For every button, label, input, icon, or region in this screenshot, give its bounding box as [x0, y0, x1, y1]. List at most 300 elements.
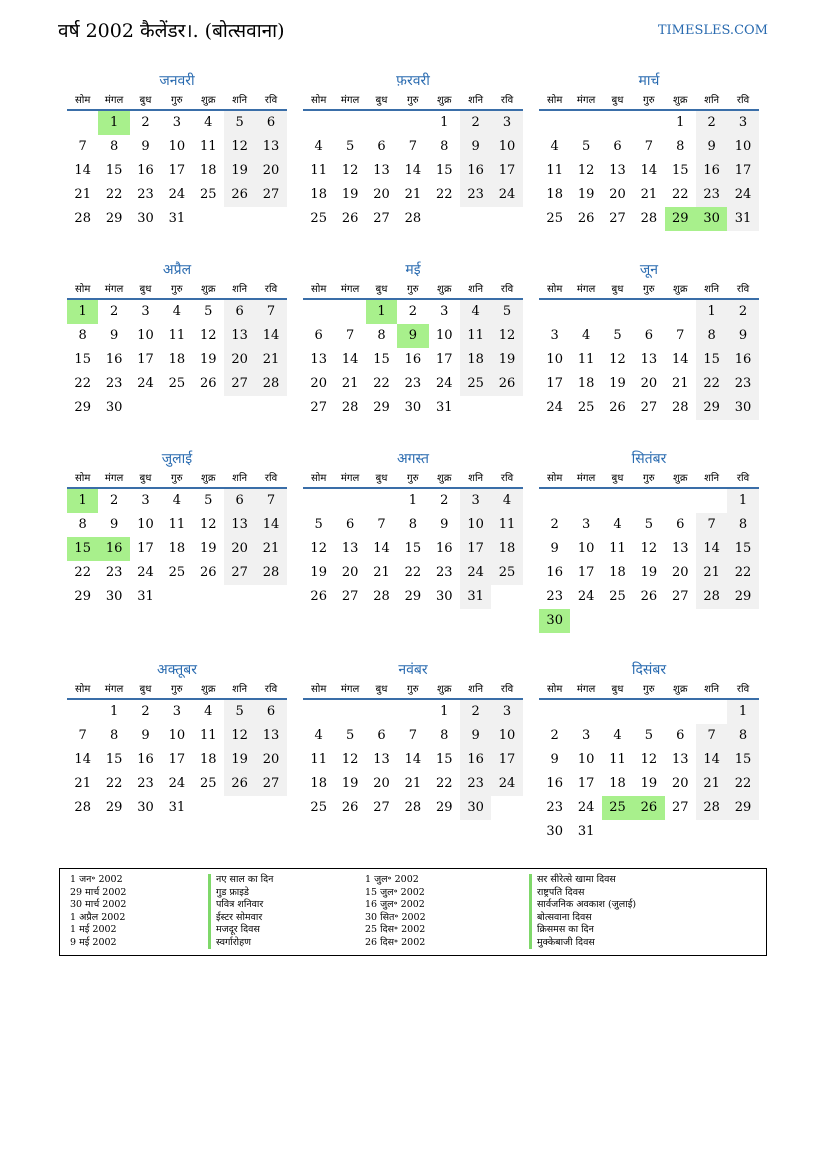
- holiday-day-cell: 26: [633, 796, 664, 820]
- day-cell: 6: [255, 700, 286, 724]
- weekday-header: गुरु: [633, 682, 664, 700]
- day-cell: 27: [224, 561, 255, 585]
- day-cell: 10: [168, 728, 186, 743]
- day-cell: 24: [137, 376, 154, 391]
- day-cell: 20: [671, 565, 689, 580]
- day-cell: 11: [577, 352, 595, 367]
- month-block: [67, 260, 287, 420]
- empty-cell: [665, 700, 696, 724]
- month-name: अक्तूबर: [157, 662, 197, 678]
- day-cell: 18: [310, 776, 327, 791]
- day-cell: 12: [224, 135, 255, 159]
- day-cell: 20: [224, 537, 255, 561]
- day-cell: 27: [671, 800, 689, 815]
- legend-holiday-name: गुड फ्राइडे: [208, 887, 273, 900]
- day-cell: 10: [168, 139, 186, 154]
- day-cell: 12: [199, 328, 217, 343]
- day-cell: 29: [727, 796, 758, 820]
- weekday-header: रवि: [491, 282, 522, 300]
- weekday-header: शुक्र: [193, 282, 224, 300]
- day-cell: 16: [105, 352, 123, 367]
- weekday-header: सोम: [539, 471, 570, 489]
- weekday-header: शनि: [460, 471, 491, 489]
- day-cell: 20: [341, 565, 359, 580]
- day-cell: 26: [199, 376, 217, 391]
- day-cell: 11: [609, 752, 626, 767]
- day-cell: 24: [168, 187, 186, 202]
- day-cell: 19: [640, 565, 658, 580]
- day-cell: 25: [168, 376, 186, 391]
- day-cell: 2: [109, 304, 119, 319]
- day-cell: 26: [341, 211, 359, 226]
- day-cell: 1: [440, 115, 449, 130]
- day-cell: 18: [577, 376, 595, 391]
- weekday-header: रवि: [255, 93, 286, 111]
- month-day-grid: [539, 471, 759, 633]
- day-cell: 11: [199, 139, 217, 154]
- weekday-header: सोम: [539, 93, 570, 111]
- day-cell: 9: [550, 752, 559, 767]
- day-cell: 6: [255, 111, 286, 135]
- weekday-header: बुध: [130, 682, 161, 700]
- day-cell: 9: [440, 517, 449, 532]
- day-cell: 3: [581, 728, 591, 743]
- holiday-day-cell: 25: [602, 796, 633, 820]
- day-cell: 28: [74, 800, 91, 815]
- day-cell: 3: [491, 111, 522, 135]
- weekday-header: सोम: [67, 93, 98, 111]
- day-cell: 28: [640, 211, 658, 226]
- day-cell: 21: [404, 776, 422, 791]
- weekday-header: रवि: [491, 682, 522, 700]
- empty-cell: [397, 111, 428, 135]
- day-cell: 5: [345, 728, 355, 743]
- day-cell: 25: [168, 565, 186, 580]
- day-cell: 21: [341, 376, 359, 391]
- holiday-day-cell: 30: [696, 207, 727, 231]
- day-cell: 8: [727, 513, 758, 537]
- day-cell: 30: [105, 589, 123, 604]
- day-cell: 2: [550, 517, 559, 532]
- day-cell: 18: [310, 187, 327, 202]
- day-cell: 15: [105, 752, 123, 767]
- weekday-header: मंगल: [334, 682, 365, 700]
- weekday-header: बुध: [602, 93, 633, 111]
- weekday-header: शनि: [696, 93, 727, 111]
- weekday-header: बुध: [602, 471, 633, 489]
- month-day-grid: [303, 471, 523, 609]
- day-cell: 8: [78, 517, 87, 532]
- day-cell: 17: [577, 776, 595, 791]
- day-cell: 2: [408, 304, 417, 319]
- day-cell: 3: [440, 304, 449, 319]
- empty-cell: [570, 489, 601, 513]
- day-cell: 6: [644, 328, 653, 343]
- day-cell: 27: [341, 589, 359, 604]
- day-cell: 10: [727, 135, 758, 159]
- legend-date: 25 दिस॰ 2002: [365, 924, 426, 935]
- day-cell: 13: [671, 752, 689, 767]
- empty-cell: [570, 300, 601, 324]
- day-cell: 13: [224, 513, 255, 537]
- day-cell: 24: [577, 589, 595, 604]
- day-cell: 24: [491, 772, 522, 796]
- weekday-header: शनि: [224, 93, 255, 111]
- day-cell: 28: [74, 211, 91, 226]
- weekday-header: बुध: [366, 93, 397, 111]
- day-cell: 19: [609, 376, 626, 391]
- weekday-header: बुध: [366, 471, 397, 489]
- empty-cell: [696, 700, 727, 724]
- day-cell: 6: [345, 517, 355, 532]
- day-cell: 7: [696, 513, 727, 537]
- weekday-header: गुरु: [633, 282, 664, 300]
- weekday-header: मंगल: [98, 682, 129, 700]
- weekday-header: रवि: [727, 282, 758, 300]
- day-cell: 14: [255, 324, 286, 348]
- day-cell: 17: [137, 541, 154, 556]
- day-cell: 26: [640, 589, 658, 604]
- weekday-header: शुक्र: [429, 93, 460, 111]
- day-cell: 29: [373, 400, 390, 415]
- day-cell: 31: [577, 824, 595, 839]
- weekday-header: गुरु: [161, 282, 192, 300]
- day-cell: 15: [727, 537, 758, 561]
- legend-holiday-name: बोत्सवाना दिवस: [529, 912, 636, 925]
- month-day-grid: [67, 282, 287, 420]
- day-cell: 25: [491, 561, 522, 585]
- day-cell: 23: [460, 772, 491, 796]
- day-cell: 13: [224, 324, 255, 348]
- weekday-header: शनि: [224, 471, 255, 489]
- month-day-grid: [539, 93, 759, 231]
- day-cell: 24: [137, 565, 154, 580]
- day-cell: 7: [78, 728, 87, 743]
- legend-holiday-name: मुक्केबाजी दिवस: [529, 937, 636, 950]
- day-cell: 20: [255, 159, 286, 183]
- legend-holiday-name: ईस्टर सोमवार: [208, 912, 273, 925]
- day-cell: 14: [255, 513, 286, 537]
- legend-holiday-name: स्वर्गारोहण: [208, 937, 273, 950]
- day-cell: 22: [435, 776, 453, 791]
- day-cell: 25: [310, 800, 327, 815]
- day-cell: 18: [199, 752, 217, 767]
- empty-cell: [366, 489, 397, 513]
- month-day-grid: [539, 682, 759, 844]
- day-cell: 5: [491, 300, 522, 324]
- day-cell: 4: [460, 300, 491, 324]
- day-cell: 19: [199, 541, 217, 556]
- day-cell: 22: [105, 776, 123, 791]
- day-cell: 9: [727, 324, 758, 348]
- day-cell: 5: [224, 111, 255, 135]
- day-cell: 14: [404, 163, 422, 178]
- empty-cell: [539, 700, 570, 724]
- weekday-header: सोम: [303, 282, 334, 300]
- empty-cell: [633, 489, 664, 513]
- day-cell: 23: [435, 565, 453, 580]
- empty-cell: [570, 111, 601, 135]
- day-cell: 19: [341, 776, 359, 791]
- day-cell: 27: [640, 400, 658, 415]
- empty-cell: [539, 300, 570, 324]
- weekday-header: गुरु: [161, 682, 192, 700]
- weekday-header: बुध: [130, 282, 161, 300]
- day-cell: 23: [404, 376, 422, 391]
- day-cell: 30: [727, 396, 758, 420]
- day-cell: 4: [314, 728, 323, 743]
- day-cell: 4: [613, 517, 622, 532]
- day-cell: 15: [435, 752, 453, 767]
- day-cell: 23: [546, 589, 563, 604]
- day-cell: 22: [671, 187, 689, 202]
- day-cell: 26: [224, 772, 255, 796]
- day-cell: 1: [109, 704, 119, 719]
- day-cell: 26: [199, 565, 217, 580]
- day-cell: 23: [137, 776, 154, 791]
- day-cell: 7: [676, 328, 685, 343]
- day-cell: 7: [255, 489, 286, 513]
- day-cell: 24: [546, 400, 563, 415]
- day-cell: 5: [204, 493, 213, 508]
- day-cell: 4: [172, 493, 181, 508]
- day-cell: 4: [581, 328, 591, 343]
- day-cell: 30: [460, 796, 491, 820]
- day-cell: 11: [310, 163, 327, 178]
- day-cell: 29: [105, 800, 123, 815]
- day-cell: 30: [435, 589, 453, 604]
- day-cell: 22: [404, 565, 422, 580]
- legend-dates-left: [70, 874, 126, 949]
- day-cell: 8: [408, 517, 417, 532]
- day-cell: 1: [408, 493, 417, 508]
- day-cell: 6: [224, 300, 255, 324]
- weekday-header: गुरु: [397, 471, 428, 489]
- day-cell: 27: [373, 211, 390, 226]
- day-cell: 8: [78, 328, 87, 343]
- day-cell: 17: [460, 537, 491, 561]
- day-cell: 16: [546, 565, 563, 580]
- day-cell: 21: [255, 537, 286, 561]
- month-name: जून: [639, 262, 659, 278]
- weekday-header: बुध: [366, 282, 397, 300]
- day-cell: 21: [74, 187, 91, 202]
- day-cell: 12: [577, 163, 595, 178]
- day-cell: 26: [310, 589, 327, 604]
- day-cell: 22: [105, 187, 123, 202]
- month-block: [67, 660, 287, 820]
- weekday-header: मंगल: [98, 282, 129, 300]
- weekday-header: शनि: [696, 682, 727, 700]
- day-cell: 21: [696, 561, 727, 585]
- empty-cell: [633, 111, 664, 135]
- month-block: [303, 449, 523, 609]
- empty-cell: [303, 700, 334, 724]
- holiday-day-cell: 15: [67, 537, 98, 561]
- day-cell: 26: [577, 211, 595, 226]
- day-cell: 2: [460, 700, 491, 724]
- legend-date: 30 मार्च 2002: [70, 899, 127, 910]
- weekday-header: गुरु: [161, 471, 192, 489]
- day-cell: 28: [404, 211, 422, 226]
- day-cell: 5: [224, 700, 255, 724]
- month-name: जुलाई: [161, 451, 193, 467]
- day-cell: 28: [696, 585, 727, 609]
- day-cell: 23: [137, 187, 154, 202]
- day-cell: 13: [255, 724, 286, 748]
- day-cell: 8: [727, 724, 758, 748]
- day-cell: 18: [491, 537, 522, 561]
- weekday-header: गुरु: [397, 282, 428, 300]
- day-cell: 2: [696, 111, 727, 135]
- day-cell: 11: [199, 728, 217, 743]
- weekday-header: शुक्र: [193, 471, 224, 489]
- holiday-day-cell: 30: [539, 609, 570, 633]
- day-cell: 19: [341, 187, 359, 202]
- day-cell: 24: [727, 183, 758, 207]
- holiday-day-cell: 29: [665, 207, 696, 231]
- day-cell: 9: [109, 328, 119, 343]
- day-cell: 30: [137, 800, 154, 815]
- weekday-header: रवि: [255, 282, 286, 300]
- empty-cell: [303, 489, 334, 513]
- day-cell: 29: [74, 589, 91, 604]
- day-cell: 19: [640, 776, 658, 791]
- day-cell: 3: [581, 517, 591, 532]
- day-cell: 21: [373, 565, 390, 580]
- day-cell: 26: [491, 372, 522, 396]
- day-cell: 10: [137, 517, 154, 532]
- weekday-header: शनि: [460, 93, 491, 111]
- day-cell: 22: [727, 561, 758, 585]
- day-cell: 1: [727, 489, 758, 513]
- day-cell: 28: [373, 589, 390, 604]
- day-cell: 3: [491, 700, 522, 724]
- legend-date: 1 अप्रैल 2002: [70, 911, 126, 923]
- day-cell: 12: [199, 517, 217, 532]
- day-cell: 16: [460, 748, 491, 772]
- holiday-day-cell: 9: [397, 324, 428, 348]
- day-cell: 25: [546, 211, 563, 226]
- holiday-day-cell: 1: [98, 111, 129, 135]
- legend-holiday-name: राष्ट्रपति दिवस: [529, 887, 636, 900]
- day-cell: 30: [404, 400, 422, 415]
- day-cell: 20: [224, 348, 255, 372]
- empty-cell: [397, 700, 428, 724]
- day-cell: 13: [341, 541, 359, 556]
- month-day-grid: [303, 282, 523, 420]
- weekday-header: मंगल: [570, 93, 601, 111]
- weekday-header: बुध: [602, 282, 633, 300]
- day-cell: 2: [109, 493, 119, 508]
- day-cell: 3: [172, 115, 181, 130]
- day-cell: 4: [204, 115, 213, 130]
- month-name: अप्रैल: [162, 262, 192, 278]
- weekday-header: शनि: [460, 282, 491, 300]
- weekday-header: शुक्र: [429, 682, 460, 700]
- weekday-header: सोम: [67, 682, 98, 700]
- weekday-header: शनि: [460, 682, 491, 700]
- weekday-header: मंगल: [570, 471, 601, 489]
- month-name: जनवरी: [159, 73, 195, 89]
- day-cell: 17: [577, 565, 595, 580]
- weekday-header: बुध: [602, 682, 633, 700]
- weekday-header: शनि: [696, 471, 727, 489]
- day-cell: 2: [141, 704, 150, 719]
- empty-cell: [539, 489, 570, 513]
- day-cell: 17: [168, 752, 186, 767]
- day-cell: 15: [671, 163, 689, 178]
- month-block: [539, 260, 759, 420]
- day-cell: 11: [168, 328, 186, 343]
- empty-cell: [633, 700, 664, 724]
- day-cell: 28: [255, 372, 286, 396]
- site-link[interactable]: TIMESLES.COM: [657, 23, 768, 38]
- day-cell: 28: [696, 796, 727, 820]
- weekday-header: मंगल: [334, 471, 365, 489]
- day-cell: 25: [460, 372, 491, 396]
- day-cell: 31: [168, 800, 186, 815]
- day-cell: 31: [435, 400, 453, 415]
- day-cell: 10: [546, 352, 563, 367]
- month-name: मई: [405, 262, 421, 278]
- month-block: [303, 660, 523, 820]
- weekday-header: गुरु: [633, 93, 664, 111]
- day-cell: 1: [676, 115, 685, 130]
- day-cell: 15: [105, 163, 123, 178]
- day-cell: 16: [435, 541, 453, 556]
- day-cell: 16: [404, 352, 422, 367]
- day-cell: 26: [341, 800, 359, 815]
- day-cell: 21: [640, 187, 658, 202]
- weekday-header: शुक्र: [665, 93, 696, 111]
- holiday-day-cell: 1: [366, 300, 397, 324]
- empty-cell: [366, 111, 397, 135]
- empty-cell: [303, 111, 334, 135]
- day-cell: 13: [373, 752, 390, 767]
- day-cell: 29: [74, 400, 91, 415]
- month-day-grid: [67, 93, 287, 231]
- day-cell: 30: [546, 824, 563, 839]
- day-cell: 19: [224, 159, 255, 183]
- day-cell: 18: [199, 163, 217, 178]
- day-cell: 24: [577, 800, 595, 815]
- day-cell: 29: [696, 396, 727, 420]
- day-cell: 3: [727, 111, 758, 135]
- weekday-header: शुक्र: [665, 682, 696, 700]
- legend-holiday-name: सर सीरेत्से खामा दिवस: [529, 874, 636, 887]
- day-cell: 15: [373, 352, 390, 367]
- day-cell: 1: [696, 300, 727, 324]
- weekday-header: शनि: [224, 282, 255, 300]
- weekday-header: रवि: [727, 682, 758, 700]
- day-cell: 17: [491, 748, 522, 772]
- day-cell: 18: [168, 352, 186, 367]
- page-title: वर्ष 2002 कैलेंडर।. (बोत्सवाना): [58, 20, 285, 42]
- day-cell: 27: [224, 372, 255, 396]
- empty-cell: [633, 300, 664, 324]
- empty-cell: [602, 300, 633, 324]
- day-cell: 25: [199, 187, 217, 202]
- day-cell: 11: [460, 324, 491, 348]
- day-cell: 15: [696, 348, 727, 372]
- weekday-header: मंगल: [98, 471, 129, 489]
- day-cell: 10: [137, 328, 154, 343]
- empty-cell: [665, 489, 696, 513]
- day-cell: 18: [168, 541, 186, 556]
- day-cell: 6: [314, 328, 323, 343]
- weekday-header: शुक्र: [193, 682, 224, 700]
